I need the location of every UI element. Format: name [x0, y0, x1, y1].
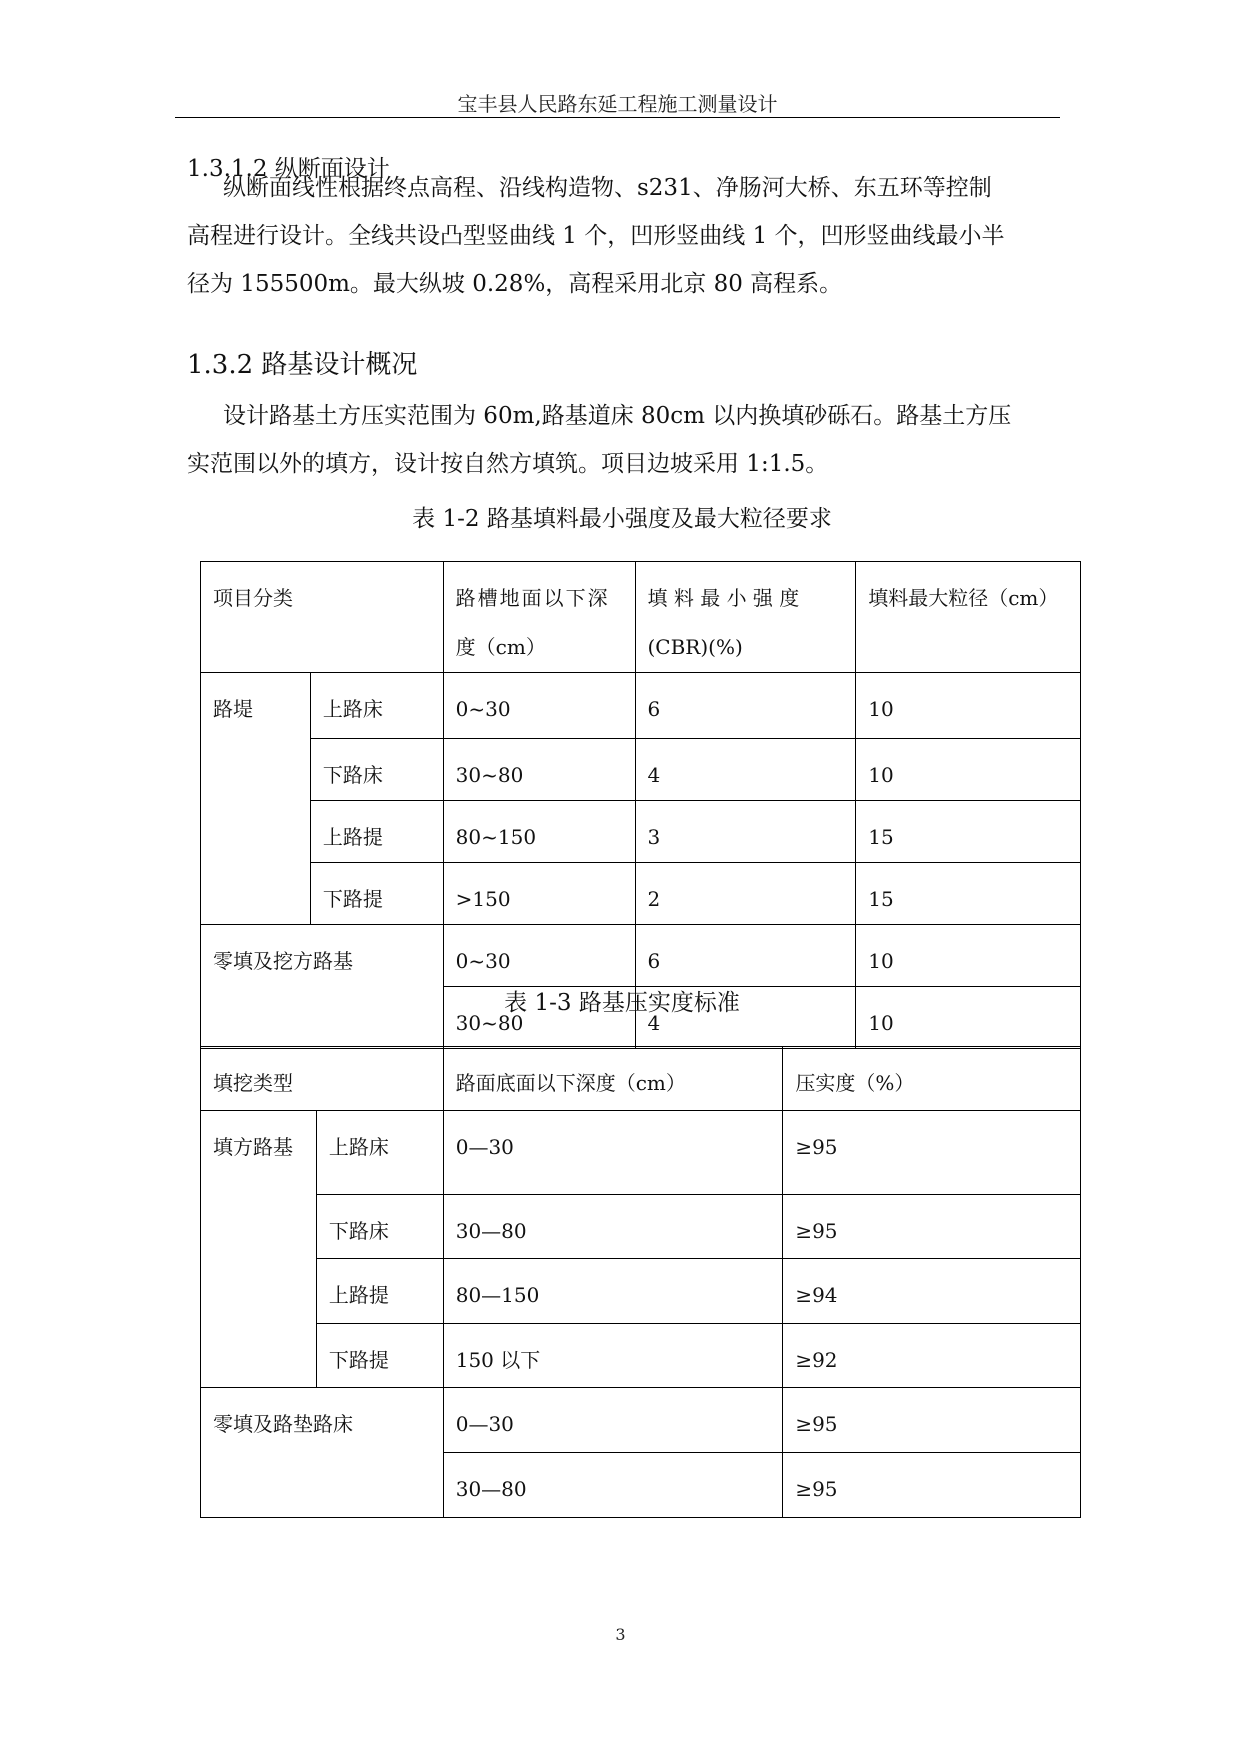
header-text: 填 料 最 小 强 度	[647, 586, 800, 610]
table-cell: ≥92	[783, 1324, 1081, 1388]
table-cell: 下路床	[310, 739, 443, 801]
table-cell: 10	[856, 673, 1081, 739]
paragraph-line: 设计路基土方压实范围为 60m,路基道床 80cm 以内换填砂砾石。路基土方压	[223, 403, 1012, 429]
table-cell: ≥94	[783, 1259, 1081, 1324]
page-header: 宝丰县人民路东延工程施工测量设计	[457, 92, 778, 116]
header-text: (CBR)(%)	[647, 635, 743, 659]
table-row	[201, 673, 1081, 739]
header-cell: 填料最大粒径（cm）	[856, 562, 1081, 673]
group-cell: 零填及挖方路基	[201, 925, 444, 1049]
table-compaction	[200, 1046, 1081, 1518]
paragraph-line: 纵断面线性根据终点高程、沿线构造物、s231、净肠河大桥、东五环等控制	[223, 175, 992, 201]
header-text: 度（cm）	[455, 635, 546, 659]
header-cell: 路面底面以下深度（cm）	[443, 1047, 783, 1111]
table-fill-strength	[200, 561, 1081, 1049]
table-cell: 上路床	[316, 1111, 443, 1195]
table-cell: 0~30	[443, 925, 635, 987]
table-cell: 30~80	[443, 739, 635, 801]
table-cell: 上路床	[310, 673, 443, 739]
table-row	[201, 801, 1081, 863]
table-cell: 10	[856, 925, 1081, 987]
table-cell: 上路提	[310, 801, 443, 863]
header-cell	[443, 562, 635, 673]
table-cell: 6	[635, 673, 856, 739]
header-cell: 填挖类型	[201, 1047, 444, 1111]
group-cell: 填方路基	[201, 1111, 317, 1388]
table-cell: 下路提	[310, 863, 443, 925]
table-cell: 150 以下	[443, 1324, 783, 1388]
table-row	[201, 1324, 1081, 1388]
table-cell: 2	[635, 863, 856, 925]
table-cell: >150	[443, 863, 635, 925]
table-cell: ≥95	[783, 1111, 1081, 1195]
paragraph-subgrade-design	[187, 392, 1057, 488]
table-cell: 10	[856, 739, 1081, 801]
table-row	[201, 863, 1081, 925]
table-row	[201, 1388, 1081, 1453]
table-cell: 30—80	[443, 1195, 783, 1259]
table-cell: 30—80	[443, 1453, 783, 1518]
table-cell: 30~80	[443, 987, 635, 1049]
table-row	[201, 1111, 1081, 1195]
table-row	[201, 925, 1081, 987]
table-cell: 下路提	[316, 1324, 443, 1388]
table-cell: 6	[635, 925, 856, 987]
table-row	[201, 739, 1081, 801]
paragraph-line: 实范围以外的填方，设计按自然方填筑。项目边坡采用 1:1.5。	[187, 451, 829, 477]
table-cell: 下路床	[316, 1195, 443, 1259]
table-cell: 上路提	[316, 1259, 443, 1324]
table-cell: 4	[635, 739, 856, 801]
table-cell: ≥95	[783, 1453, 1081, 1518]
table-caption-1-3: 表 1-3 路基压实度标准	[504, 990, 740, 1016]
table-cell: 80~150	[443, 801, 635, 863]
paragraph-line: 径为 155500m。最大纵坡 0.28%，高程采用北京 80 高程系。	[187, 271, 843, 297]
table-cell: ≥95	[783, 1195, 1081, 1259]
group-cell: 路堤	[201, 673, 311, 925]
group-cell: 零填及路垫路床	[201, 1388, 444, 1518]
table-cell: 4	[635, 987, 856, 1049]
table-cell: 15	[856, 801, 1081, 863]
table-cell: 80—150	[443, 1259, 783, 1324]
header-cell: 项目分类	[201, 562, 444, 673]
header-cell: 压实度（%）	[783, 1047, 1081, 1111]
table-header-row	[201, 562, 1081, 673]
table-cell: 15	[856, 863, 1081, 925]
page-number: 3	[615, 1625, 626, 1644]
table-cell: ≥95	[783, 1388, 1081, 1453]
table-cell: 0~30	[443, 673, 635, 739]
table-cell: 10	[856, 987, 1081, 1049]
header-text: 路槽地面以下深	[455, 586, 610, 610]
table-cell: 3	[635, 801, 856, 863]
header-cell	[635, 562, 856, 673]
table-row	[201, 1259, 1081, 1324]
table-caption-1-2: 表 1-2 路基填料最小强度及最大粒径要求	[412, 506, 832, 532]
table-row	[201, 1195, 1081, 1259]
table-cell: 0—30	[443, 1388, 783, 1453]
paragraph-line: 高程进行设计。全线共设凸型竖曲线 1 个，凹形竖曲线 1 个，凹形竖曲线最小半	[187, 223, 1005, 249]
header-rule	[175, 117, 1060, 118]
paragraph-profile-design	[187, 164, 1057, 308]
section-heading-132: 1.3.2 路基设计概况	[187, 350, 418, 380]
table-cell: 0—30	[443, 1111, 783, 1195]
section-heading-1312: 1.3.1.2 纵断面设计	[187, 156, 390, 182]
table-header-row	[201, 1047, 1081, 1111]
